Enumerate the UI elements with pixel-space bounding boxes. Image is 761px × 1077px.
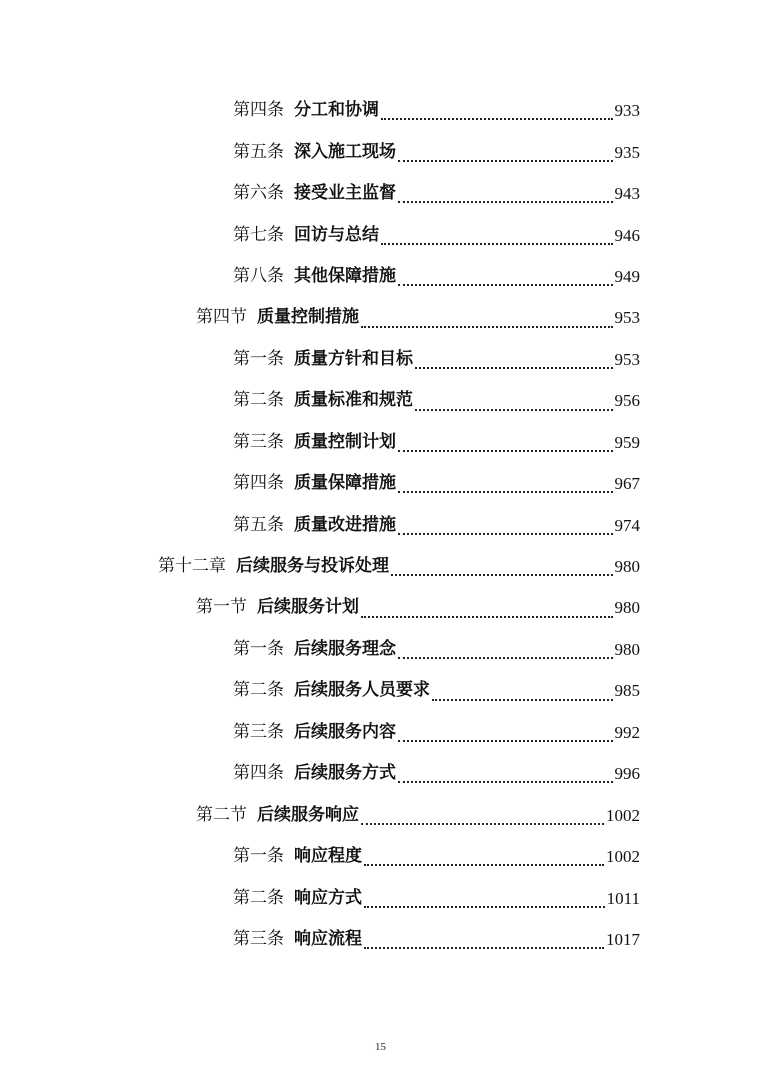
toc-entry-number: 第十二章 bbox=[158, 556, 226, 577]
toc-entry-number: 第四节 bbox=[196, 307, 247, 328]
toc-entry-title: 分工和协调 bbox=[294, 100, 379, 121]
toc-entry-number: 第一条 bbox=[233, 638, 284, 659]
toc-entry[interactable] bbox=[0, 214, 640, 255]
toc-entry-page: 996 bbox=[614, 764, 640, 784]
toc-entry-number: 第一条 bbox=[233, 348, 284, 369]
toc-entry-number: 第一节 bbox=[196, 597, 247, 618]
toc-entry[interactable] bbox=[0, 629, 640, 670]
dot-leader bbox=[364, 863, 604, 866]
toc-entry-page: 980 bbox=[614, 639, 640, 659]
toc-entry-page: 946 bbox=[614, 225, 640, 245]
toc-entry[interactable] bbox=[0, 753, 640, 794]
toc-entry-number: 第五条 bbox=[233, 141, 284, 162]
toc-entry-title: 质量保障措施 bbox=[294, 473, 396, 494]
toc-entry-number: 第四条 bbox=[233, 473, 284, 494]
toc-chapter-entry[interactable] bbox=[0, 546, 640, 587]
toc-entry-page: 943 bbox=[614, 184, 640, 204]
dot-leader bbox=[398, 200, 613, 203]
dot-leader bbox=[364, 946, 604, 949]
toc-entry-title: 后续服务人员要求 bbox=[294, 680, 430, 701]
toc-entry-title: 质量改进措施 bbox=[294, 514, 396, 535]
toc-entry-page: 1017 bbox=[606, 929, 640, 949]
toc-entry-title: 质量方针和目标 bbox=[294, 348, 413, 369]
toc-entry[interactable] bbox=[0, 422, 640, 463]
toc-entry-number: 第二节 bbox=[196, 804, 247, 825]
toc-entry-page: 1002 bbox=[606, 805, 640, 825]
dot-leader bbox=[381, 117, 613, 120]
toc-entry[interactable] bbox=[0, 256, 640, 297]
toc-entry[interactable] bbox=[0, 380, 640, 421]
toc-entry-page: 933 bbox=[614, 101, 640, 121]
toc-entry-title: 响应方式 bbox=[294, 887, 362, 908]
toc-entry-page: 967 bbox=[614, 474, 640, 494]
toc-entry-number: 第四条 bbox=[233, 100, 284, 121]
toc-entry-number: 第八条 bbox=[233, 265, 284, 286]
toc-entry-title: 响应程度 bbox=[294, 846, 362, 867]
toc-entry-page: 949 bbox=[614, 266, 640, 286]
toc-entry-title: 质量标准和规范 bbox=[294, 390, 413, 411]
toc-entry[interactable] bbox=[0, 877, 640, 918]
toc-entry-number: 第四条 bbox=[233, 763, 284, 784]
toc-entry-number: 第一条 bbox=[233, 846, 284, 867]
toc-entry[interactable] bbox=[0, 173, 640, 214]
toc-entry[interactable] bbox=[0, 504, 640, 545]
dot-leader bbox=[361, 615, 613, 618]
dot-leader bbox=[364, 905, 605, 908]
toc-entry-page: 959 bbox=[614, 432, 640, 452]
dot-leader bbox=[398, 532, 613, 535]
dot-leader bbox=[398, 159, 613, 162]
toc-entry-page: 935 bbox=[614, 142, 640, 162]
toc-entry[interactable] bbox=[0, 919, 640, 960]
toc-section-entry[interactable] bbox=[0, 794, 640, 835]
toc-entry[interactable] bbox=[0, 339, 640, 380]
toc-entry-title: 深入施工现场 bbox=[294, 141, 396, 162]
toc-entry-page: 953 bbox=[614, 308, 640, 328]
toc-entry-page: 953 bbox=[614, 349, 640, 369]
toc-entry-number: 第二条 bbox=[233, 390, 284, 411]
table-of-contents bbox=[0, 90, 761, 960]
toc-entry-number: 第三条 bbox=[233, 431, 284, 452]
toc-entry-page: 956 bbox=[614, 391, 640, 411]
dot-leader bbox=[398, 780, 613, 783]
toc-section-entry[interactable] bbox=[0, 297, 640, 338]
toc-entry-page: 1002 bbox=[606, 847, 640, 867]
toc-entry-title: 后续服务响应 bbox=[257, 804, 359, 825]
dot-leader bbox=[415, 408, 613, 411]
toc-entry-title: 后续服务方式 bbox=[294, 763, 396, 784]
toc-entry-number: 第五条 bbox=[233, 514, 284, 535]
dot-leader bbox=[381, 242, 613, 245]
toc-entry-page: 985 bbox=[614, 681, 640, 701]
toc-entry-title: 后续服务理念 bbox=[294, 638, 396, 659]
toc-entry-title: 后续服务计划 bbox=[257, 597, 359, 618]
toc-entry-number: 第三条 bbox=[233, 721, 284, 742]
toc-entry-number: 第二条 bbox=[233, 887, 284, 908]
toc-entry-title: 响应流程 bbox=[294, 928, 362, 949]
toc-entry-page: 974 bbox=[614, 515, 640, 535]
dot-leader bbox=[391, 573, 613, 576]
toc-entry[interactable] bbox=[0, 836, 640, 877]
toc-entry[interactable] bbox=[0, 463, 640, 504]
toc-entry-page: 992 bbox=[614, 722, 640, 742]
toc-entry-title: 回访与总结 bbox=[294, 224, 379, 245]
toc-entry-title: 质量控制计划 bbox=[294, 431, 396, 452]
toc-entry[interactable] bbox=[0, 712, 640, 753]
toc-entry-number: 第七条 bbox=[233, 224, 284, 245]
toc-entry-title: 后续服务与投诉处理 bbox=[236, 556, 389, 577]
dot-leader bbox=[361, 822, 604, 825]
toc-entry-title: 质量控制措施 bbox=[257, 307, 359, 328]
toc-entry-page: 980 bbox=[614, 598, 640, 618]
dot-leader bbox=[361, 325, 613, 328]
toc-entry[interactable] bbox=[0, 90, 640, 131]
page-number: 15 bbox=[375, 1041, 386, 1053]
toc-entry-number: 第六条 bbox=[233, 183, 284, 204]
toc-entry-number: 第二条 bbox=[233, 680, 284, 701]
dot-leader bbox=[398, 656, 613, 659]
dot-leader bbox=[398, 283, 613, 286]
toc-entry[interactable] bbox=[0, 131, 640, 172]
toc-entry[interactable] bbox=[0, 670, 640, 711]
toc-section-entry[interactable] bbox=[0, 587, 640, 628]
toc-entry-title: 其他保障措施 bbox=[294, 265, 396, 286]
toc-entry-number: 第三条 bbox=[233, 928, 284, 949]
toc-entry-title: 接受业主监督 bbox=[294, 183, 396, 204]
dot-leader bbox=[398, 449, 613, 452]
toc-entry-page: 980 bbox=[614, 557, 640, 577]
dot-leader bbox=[415, 366, 613, 369]
toc-entry-page: 1011 bbox=[606, 888, 640, 908]
dot-leader bbox=[398, 739, 613, 742]
dot-leader bbox=[398, 490, 613, 493]
dot-leader bbox=[432, 698, 613, 701]
toc-entry-title: 后续服务内容 bbox=[294, 721, 396, 742]
